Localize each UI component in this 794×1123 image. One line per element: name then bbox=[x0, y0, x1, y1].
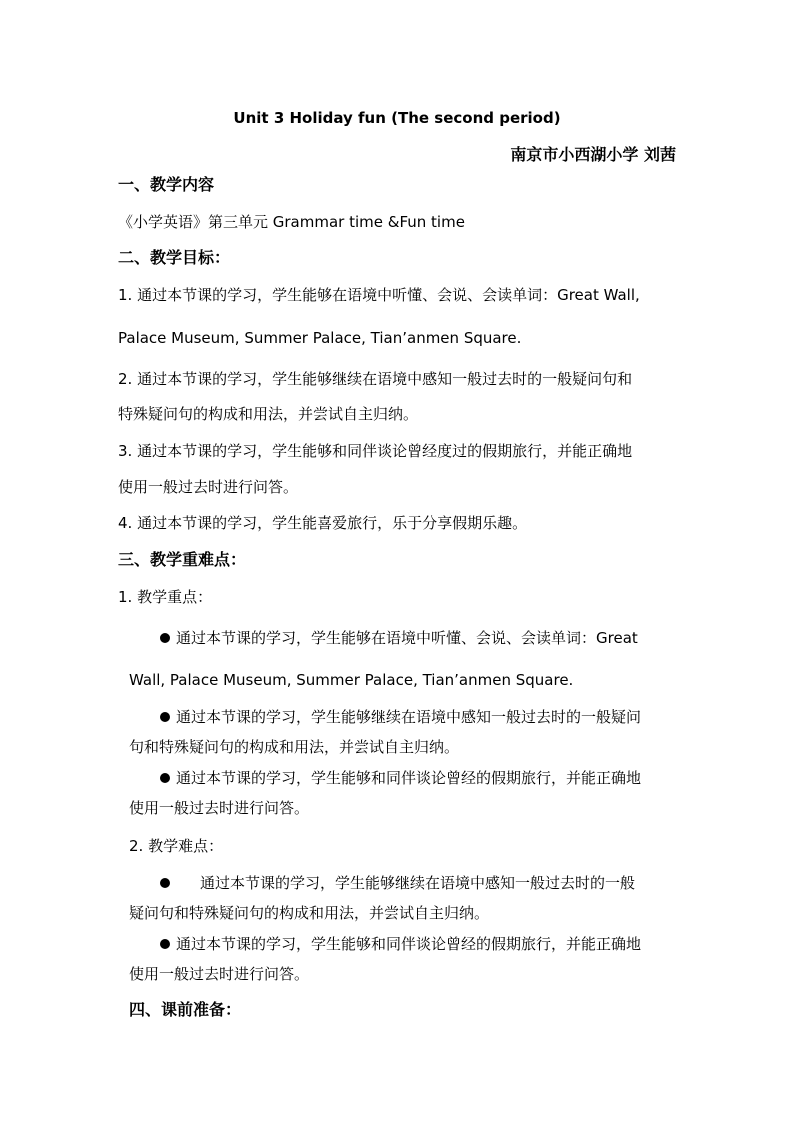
objective-line: 3. 通过本节课的学习，学生能够和同伴谈论曾经度过的假期旅行，并能正确地 bbox=[118, 442, 633, 460]
difficult-points-label: 2. 教学难点： bbox=[129, 837, 224, 855]
document-title: Unit 3 Holiday fun (The second period) bbox=[233, 109, 561, 127]
section-content-text: 《小学英语》第三单元 Grammar time &Fun time bbox=[118, 213, 465, 231]
key-point-continuation: 使用一般过去时进行问答。 bbox=[129, 799, 310, 817]
bullet-icon bbox=[160, 633, 170, 643]
bullet-icon bbox=[160, 878, 170, 888]
objective-line: 4. 通过本节课的学习，学生能喜爱旅行，乐于分享假期乐趣。 bbox=[118, 514, 528, 532]
author-line: 南京市小西湖小学 刘茜 bbox=[510, 145, 676, 164]
section-heading-preparation: 四、课前准备： bbox=[129, 1000, 242, 1019]
section-heading-key-points: 三、教学重难点： bbox=[118, 550, 247, 569]
key-point-item: 通过本节课的学习，学生能够在语境中听懂、会说、会读单词：Great bbox=[160, 628, 638, 648]
objective-line: 1. 通过本节课的学习，学生能够在语境中听懂、会说、会读单词：Great Wall, bbox=[118, 286, 640, 304]
key-points-label: 1. 教学重点： bbox=[118, 588, 213, 606]
bullet-icon bbox=[160, 773, 170, 783]
key-point-item: 通过本节课的学习，学生能够和同伴谈论曾经的假期旅行，并能正确地 bbox=[160, 768, 641, 788]
key-point-item: 通过本节课的学习，学生能够继续在语境中感知一般过去时的一般疑问 bbox=[160, 707, 641, 727]
key-point-continuation: Wall, Palace Museum, Summer Palace, Tian’anmen Square. bbox=[129, 671, 574, 689]
difficult-point-item: 通过本节课的学习，学生能够和同伴谈论曾经的假期旅行，并能正确地 bbox=[160, 934, 641, 954]
section-heading-content: 一、教学内容 bbox=[118, 175, 215, 194]
difficult-point-continuation: 疑问句和特殊疑问句的构成和用法，并尝试自主归纳。 bbox=[129, 904, 490, 922]
difficult-point-continuation: 使用一般过去时进行问答。 bbox=[129, 965, 310, 983]
objective-line: 特殊疑问句的构成和用法，并尝试自主归纳。 bbox=[118, 405, 419, 423]
key-point-continuation: 句和特殊疑问句的构成和用法，并尝试自主归纳。 bbox=[129, 738, 460, 756]
objective-line: 2. 通过本节课的学习，学生能够继续在语境中感知一般过去时的一般疑问句和 bbox=[118, 370, 633, 388]
objective-line: 使用一般过去时进行问答。 bbox=[118, 478, 299, 496]
bullet-icon bbox=[160, 939, 170, 949]
bullet-icon bbox=[160, 712, 170, 722]
difficult-point-item: 通过本节课的学习，学生能够继续在语境中感知一般过去时的一般 bbox=[160, 873, 635, 893]
objective-line: Palace Museum, Summer Palace, Tian’anmen Square. bbox=[118, 329, 522, 347]
section-heading-objectives: 二、教学目标： bbox=[118, 248, 231, 267]
